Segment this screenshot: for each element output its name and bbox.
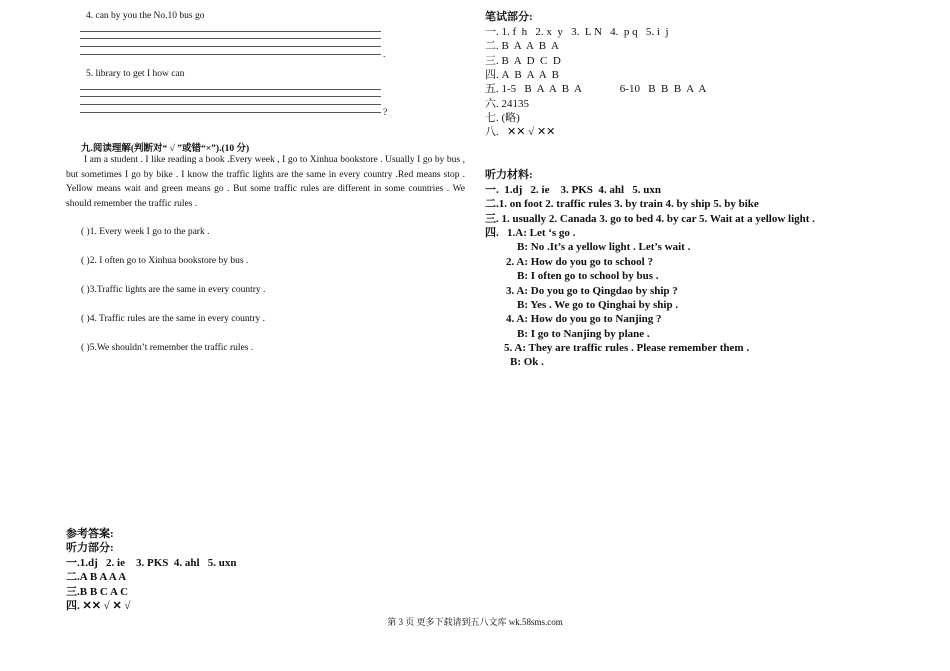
question-4-end-mark: . bbox=[383, 50, 386, 60]
statement-2[interactable]: ( )2. I often go to Xinhua bookstore by bus . bbox=[81, 256, 249, 266]
answer-line-1: 一.1.dj 2. ie 3. PKS 4. ahl 5. uxn bbox=[66, 557, 237, 569]
listening-part-header: 听力部分: bbox=[66, 542, 114, 554]
answer-line[interactable] bbox=[80, 96, 381, 97]
question-5-words: 5. library to get I how can bbox=[86, 69, 185, 79]
statement-1[interactable]: ( )1. Every week I go to the park . bbox=[81, 227, 210, 237]
listening-line-3: 三. 1. usually 2. Canada 3. go to bed 4. by car 5. Wait at a yellow light . bbox=[485, 213, 815, 225]
statement-4[interactable]: ( )4. Traffic rules are the same in every country . bbox=[81, 314, 265, 324]
answer-line-4: 四. ✕✕ √ ✕ √ bbox=[66, 600, 131, 612]
answer-line[interactable] bbox=[80, 104, 381, 105]
written-answer-7: 七. (略) bbox=[485, 112, 520, 124]
reading-section-title: 九.阅读理解(判断对“ √ ”或错“×”).(10 分) bbox=[81, 144, 250, 154]
listening-line-4: 四. 1.A: Let ‘s go . bbox=[485, 227, 576, 239]
listening-line-8: 3. A: Do you go to Qingdao by ship ? bbox=[506, 285, 678, 297]
listening-line-10: 4. A: How do you go to Nanjing ? bbox=[506, 313, 662, 325]
written-answer-2: 二. B A A B A bbox=[485, 40, 559, 52]
answer-line-2: 二.A B A A A bbox=[66, 571, 127, 583]
listening-line-5: B: No .It’s a yellow light . Let’s wait . bbox=[517, 241, 691, 253]
listening-line-6: 2. A: How do you go to school ? bbox=[506, 256, 653, 268]
written-answer-6: 六. 24135 bbox=[485, 98, 529, 110]
answer-line-3: 三.B B C A C bbox=[66, 586, 129, 598]
answer-line[interactable] bbox=[80, 54, 381, 55]
listening-line-13: B: Ok . bbox=[510, 356, 544, 368]
listening-line-7: B: I often go to school by bus . bbox=[517, 270, 659, 282]
reading-passage: I am a student . I like reading a book .Every week , I go to Xinhua bookstore . Usually I go by bus , but sometimes I go by bike . I know the traffic lights are the same in every country .Red means stop . Yellow means wait and green means go . But some traffic rules are different in some countries . We should remember the traffic rules . bbox=[66, 155, 465, 209]
written-answer-3: 三. B A D C D bbox=[485, 55, 561, 67]
answer-line[interactable] bbox=[80, 38, 381, 39]
page-footer: 第 3 页 更多下载请到五八文库 wk.58sms.com bbox=[387, 617, 563, 627]
listening-material-header: 听力材料: bbox=[485, 169, 533, 181]
reference-answers-title: 参考答案: bbox=[66, 528, 114, 540]
question-5-end-mark: ? bbox=[383, 108, 388, 118]
answer-line[interactable] bbox=[80, 89, 381, 90]
answer-line[interactable] bbox=[80, 112, 381, 113]
listening-line-1: 一. 1.dj 2. ie 3. PKS 4. ahl 5. uxn bbox=[485, 184, 662, 196]
answer-line[interactable] bbox=[80, 31, 381, 32]
written-answer-5: 五. 1-5 B A A B A 6-10 B B B A A bbox=[485, 83, 707, 95]
listening-line-9: B: Yes . We go to Qinghai by ship . bbox=[517, 299, 679, 311]
statement-5[interactable]: ( )5.We shouldn’t remember the traffic rules . bbox=[81, 343, 254, 353]
answer-line[interactable] bbox=[80, 46, 381, 47]
written-answer-1: 一. 1. f h 2. x y 3. L N 4. p q 5. i j bbox=[485, 26, 669, 38]
statement-3[interactable]: ( )3.Traffic lights are the same in every country . bbox=[81, 285, 266, 295]
question-4-words: 4. can by you the No.10 bus go bbox=[86, 11, 205, 21]
listening-line-2: 二.1. on foot 2. traffic rules 3. by train 4. by ship 5. by bike bbox=[485, 198, 759, 210]
written-answer-8: 八. ✕✕ √ ✕✕ bbox=[485, 126, 556, 138]
written-part-header: 笔试部分: bbox=[485, 11, 533, 23]
listening-line-11: B: I go to Nanjing by plane . bbox=[517, 328, 650, 340]
listening-line-12: 5. A: They are traffic rules . Please remember them . bbox=[504, 342, 750, 354]
written-answer-4: 四. A B A A B bbox=[485, 69, 559, 81]
